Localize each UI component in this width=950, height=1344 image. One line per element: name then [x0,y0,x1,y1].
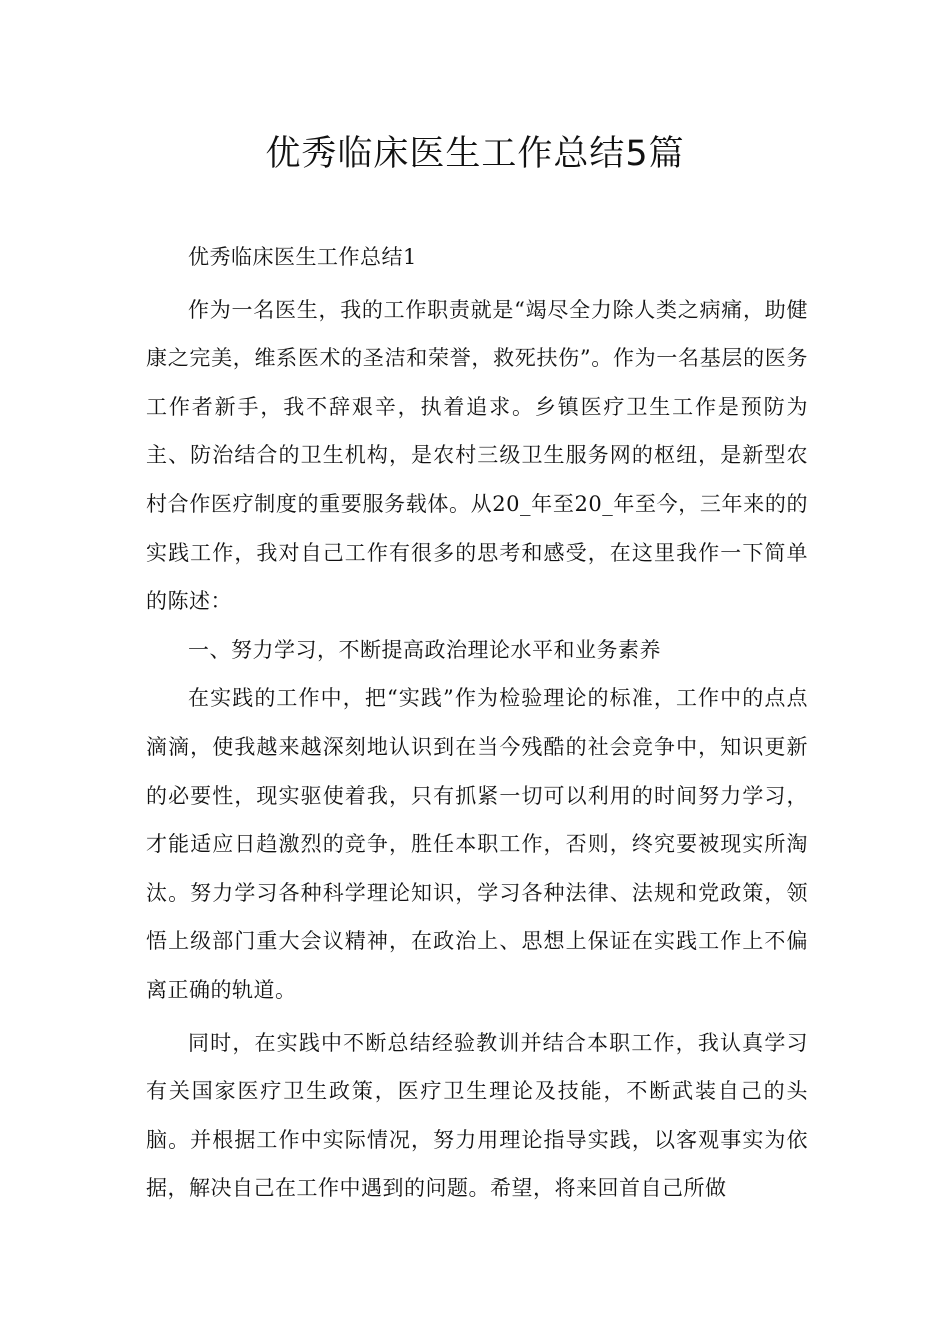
document-title: 优秀临床医生工作总结5篇 [265,134,685,174]
paragraph-practice: 在实践的工作中，把“实践”作为检验理论的标准，工作中的点点滴滴，使我越来越深刻地认识到在当今残酷的社会竞争中，知识更新的必要性，现实驱使着我，只有抓紧一切可以利用的时间努力学习，才能适应日趋激烈的竞争，胜任本职工作，否则，终究要被现实所淘汰。努力学习各种科学理论知识，学习各种法律、法规和党政策，领悟上级部门重大会议精神，在政治上、思想上保证在实践工作上不偏离正确的轨道。 [146,686,808,1002]
paragraph-intro: 作为一名医生，我的工作职责就是“竭尽全力除人类之病痛，助健康之完美，维系医术的圣洁和荣誉，救死扶伤”。作为一名基层的医务工作者新手，我不辞艰辛，执着追求。乡镇医疗卫生工作是预防为主、防治结合的卫生机构，是农村三级卫生服务网的枢纽，是新型农村合作医疗制度的重要服务载体。从20_年至20_年至今，三年来的的实践工作，我对自己工作有很多的思考和感受，在这里我作一下简单的陈述： [146,297,808,614]
subheading-study: 一、努力学习，不断提高政治理论水平和业务素养 [188,637,661,662]
document-body [146,233,808,1213]
section-title: 优秀临床医生工作总结1 [188,245,417,269]
paragraph-meanwhile: 同时，在实践中不断总结经验教训并结合本职工作，我认真学习有关国家医疗卫生政策，医疗卫生理论及技能，不断武装自己的头脑。并根据工作中实际情况，努力用理论指导实践，以客观事实为依据，解决自己在工作中遇到的问题。希望，将来回首自己所做 [146,1030,808,1201]
